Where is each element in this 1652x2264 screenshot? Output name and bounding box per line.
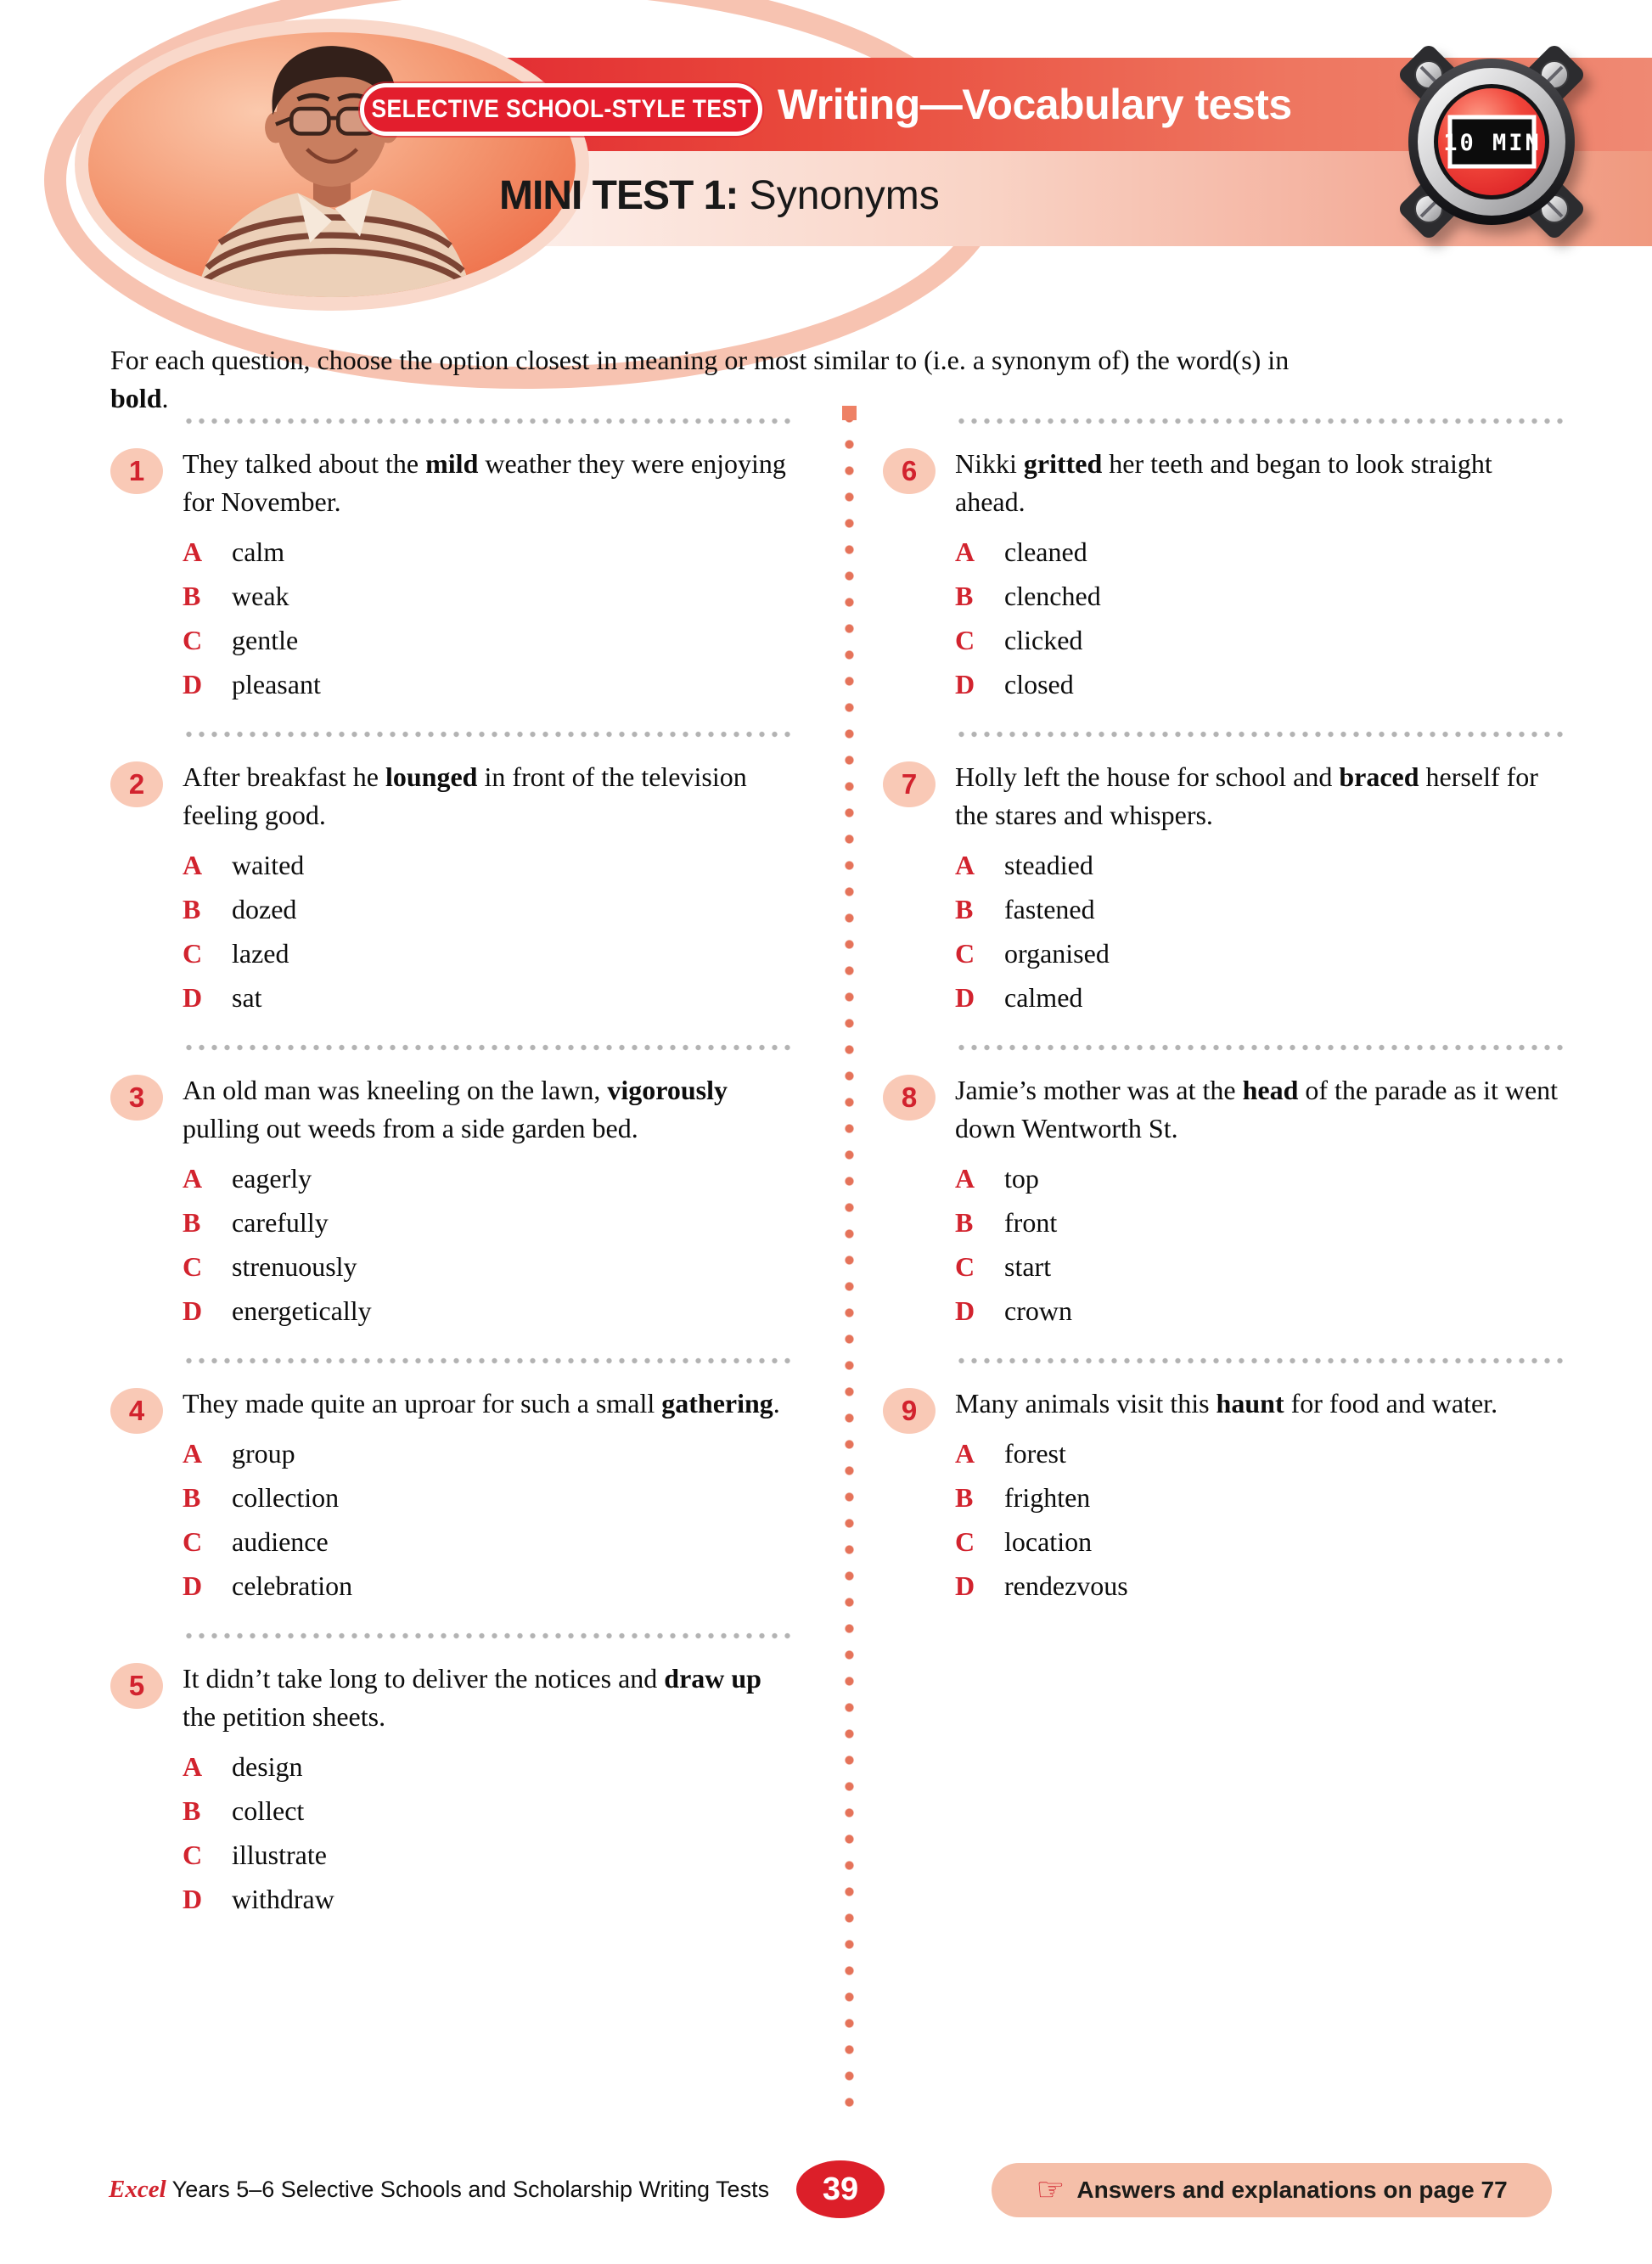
question-separator	[183, 1632, 795, 1639]
mini-test-label: MINI TEST 1:	[499, 173, 739, 218]
option-row	[955, 1156, 1567, 1200]
option-text: withdraw	[232, 1884, 334, 1914]
option-text: clicked	[1004, 625, 1083, 655]
option-letter: C	[955, 938, 975, 969]
option-text: dozed	[232, 894, 297, 924]
option-row	[955, 1431, 1567, 1475]
question-number: 7	[901, 768, 918, 800]
option-letter: A	[955, 537, 975, 567]
footer-brand: Excel	[109, 2176, 166, 2203]
option-row	[183, 1289, 795, 1333]
question-text: They made quite an uproar for such a small gathering.	[183, 1388, 780, 1419]
option-row	[955, 574, 1567, 618]
option-row	[183, 1789, 795, 1833]
option-text: closed	[1004, 669, 1074, 699]
option-row	[955, 1244, 1567, 1289]
option-text: pleasant	[232, 669, 321, 699]
option-row	[183, 1564, 795, 1608]
option-text: design	[232, 1751, 303, 1782]
option-row	[183, 843, 795, 887]
pointing-hand-icon: ☞	[1036, 2172, 1065, 2208]
option-row	[955, 843, 1567, 887]
question-separator	[955, 1044, 1567, 1051]
option-row	[955, 1289, 1567, 1333]
question-1	[110, 418, 795, 706]
column-divider	[842, 406, 857, 2114]
page-number-badge	[796, 2160, 885, 2218]
option-row	[183, 931, 795, 975]
option-letter: B	[955, 894, 974, 924]
question-text: They talked about the mild weather they were enjoying for November.	[183, 448, 786, 517]
option-text: strenuously	[232, 1251, 357, 1282]
question-separator	[183, 731, 795, 738]
option-letter: C	[183, 1526, 203, 1557]
question-text: Holly left the house for school and braced herself for the stares and whispers.	[955, 761, 1538, 830]
option-text: lazed	[232, 938, 289, 969]
option-row	[183, 1431, 795, 1475]
option-text: collect	[232, 1795, 305, 1826]
option-text: eagerly	[232, 1163, 312, 1194]
option-letter: D	[183, 669, 203, 699]
footer-series-title	[109, 2176, 769, 2204]
page-number: 39	[822, 2171, 859, 2207]
option-letter: C	[183, 1251, 203, 1282]
option-letter: B	[183, 581, 201, 611]
option-row	[183, 662, 795, 706]
option-row	[183, 530, 795, 574]
question-number: 8	[901, 1081, 918, 1113]
option-row	[955, 931, 1567, 975]
option-text: steadied	[1004, 850, 1093, 880]
answers-reference-text: Answers and explanations on page 77	[1076, 2177, 1508, 2203]
question-separator	[955, 418, 1567, 424]
option-letter: A	[955, 1438, 975, 1469]
option-letter: C	[955, 1251, 975, 1282]
option-letter: D	[955, 1295, 975, 1326]
option-letter: D	[955, 1570, 975, 1601]
question-number-badge	[110, 1388, 163, 1434]
option-row	[955, 1520, 1567, 1564]
option-letter: A	[183, 850, 203, 880]
option-text: frighten	[1004, 1482, 1091, 1513]
question-text: It didn’t take long to deliver the notices and draw up the petition sheets.	[183, 1663, 761, 1732]
option-row	[183, 1156, 795, 1200]
footer-series-text: Years 5–6 Selective Schools and Scholarship Writing Tests	[166, 2177, 770, 2202]
question-number: 2	[128, 768, 145, 800]
option-text: calmed	[1004, 982, 1083, 1013]
option-text: rendezvous	[1004, 1570, 1128, 1601]
questions-column-right	[883, 418, 1567, 1632]
option-text: forest	[1004, 1438, 1066, 1469]
question-number-badge	[883, 448, 936, 494]
page-title: Writing—Vocabulary tests	[778, 81, 1292, 128]
question-text: Jamie’s mother was at the head of the parade as it went down Wentworth St.	[955, 1075, 1559, 1143]
question-2	[110, 731, 795, 1020]
option-letter: B	[183, 1207, 201, 1238]
option-text: celebration	[232, 1570, 353, 1601]
option-letter: C	[183, 625, 203, 655]
option-letter: B	[183, 1795, 201, 1826]
question-5	[110, 1632, 795, 1921]
question-number: 4	[128, 1395, 145, 1426]
option-letter: C	[183, 1840, 203, 1870]
question-number-badge	[883, 1388, 936, 1434]
question-number: 1	[128, 455, 145, 486]
option-row	[955, 662, 1567, 706]
questions-area	[0, 406, 1652, 2163]
option-text: illustrate	[232, 1840, 327, 1870]
option-row	[183, 975, 795, 1020]
option-text: carefully	[232, 1207, 329, 1238]
question-number: 6	[901, 455, 918, 486]
student-photo-illustration	[88, 34, 576, 299]
option-text: waited	[232, 850, 305, 880]
option-row	[955, 618, 1567, 662]
timer-stopwatch-icon	[1379, 22, 1604, 267]
question-separator	[183, 418, 795, 424]
student-photo	[75, 19, 589, 311]
questions-column-left	[110, 418, 795, 1946]
option-letter: A	[955, 1163, 975, 1194]
question-number-badge	[110, 1075, 163, 1121]
selective-test-badge-label: SELECTIVE SCHOOL-STYLE TEST	[371, 95, 751, 123]
option-letter: C	[183, 938, 203, 969]
option-text: front	[1004, 1207, 1058, 1238]
answers-reference-pill	[992, 2163, 1552, 2217]
option-text: top	[1004, 1163, 1039, 1194]
question-separator	[955, 1357, 1567, 1364]
option-text: group	[232, 1438, 295, 1469]
question-text: Many animals visit this haunt for food and water.	[955, 1388, 1498, 1419]
option-row	[955, 975, 1567, 1020]
option-letter: C	[955, 625, 975, 655]
option-row	[183, 1200, 795, 1244]
option-text: cleaned	[1004, 537, 1087, 567]
mini-test-subtitle	[499, 172, 940, 219]
option-row	[955, 1200, 1567, 1244]
option-text: clenched	[1004, 581, 1101, 611]
question-number-badge	[883, 1075, 936, 1121]
option-letter: A	[183, 1751, 203, 1782]
option-text: organised	[1004, 938, 1110, 969]
option-letter: A	[183, 537, 203, 567]
question-number-badge	[110, 761, 163, 807]
option-text: crown	[1004, 1295, 1072, 1326]
question-number-badge	[883, 761, 936, 807]
option-letter: B	[955, 1482, 974, 1513]
question-number: 5	[128, 1670, 145, 1701]
option-letter: D	[183, 982, 203, 1013]
option-letter: A	[955, 850, 975, 880]
instructions: For each question, choose the option closest in meaning or most similar to (i.e. a synonym of) the word(s) in bold.	[110, 345, 1290, 413]
option-text: sat	[232, 982, 262, 1013]
option-row	[955, 1564, 1567, 1608]
option-row	[183, 1475, 795, 1520]
question-separator	[955, 731, 1567, 738]
option-letter: B	[955, 1207, 974, 1238]
option-row	[183, 618, 795, 662]
question-number-badge	[110, 448, 163, 494]
option-text: energetically	[232, 1295, 372, 1326]
option-text: fastened	[1004, 894, 1095, 924]
option-row	[183, 1520, 795, 1564]
option-text: collection	[232, 1482, 340, 1513]
option-letter: D	[955, 669, 975, 699]
option-text: audience	[232, 1526, 329, 1557]
question-text: An old man was kneeling on the lawn, vigorously pulling out weeds from a side garden bed.	[183, 1075, 728, 1143]
option-letter: B	[183, 1482, 201, 1513]
option-row	[183, 887, 795, 931]
option-letter: A	[183, 1163, 203, 1194]
option-row	[183, 1244, 795, 1289]
option-letter: A	[183, 1438, 203, 1469]
option-text: calm	[232, 537, 285, 567]
option-letter: B	[183, 894, 201, 924]
question-number: 3	[128, 1081, 145, 1113]
question-7	[883, 731, 1567, 1020]
option-row	[183, 1833, 795, 1877]
option-row	[955, 530, 1567, 574]
option-letter: D	[183, 1884, 203, 1914]
question-separator	[183, 1357, 795, 1364]
question-4	[110, 1357, 795, 1608]
option-row	[183, 1744, 795, 1789]
option-letter: C	[955, 1526, 975, 1557]
timer-lcd-value: 10 MIN	[1443, 130, 1542, 156]
mini-test-title: Synonyms	[738, 173, 940, 218]
option-row	[183, 574, 795, 618]
option-row	[183, 1877, 795, 1921]
question-9	[883, 1357, 1567, 1608]
option-text: weak	[232, 581, 289, 611]
option-letter: D	[183, 1570, 203, 1601]
question-6	[883, 418, 1567, 706]
question-8	[883, 1044, 1567, 1333]
question-text: After breakfast he lounged in front of the television feeling good.	[183, 761, 747, 830]
option-letter: D	[955, 982, 975, 1013]
option-text: gentle	[232, 625, 299, 655]
question-number: 9	[901, 1395, 918, 1426]
question-separator	[183, 1044, 795, 1051]
option-letter: B	[955, 581, 974, 611]
question-text: Nikki gritted her teeth and began to look straight ahead.	[955, 448, 1492, 517]
option-text: location	[1004, 1526, 1093, 1557]
question-3	[110, 1044, 795, 1333]
option-row	[955, 1475, 1567, 1520]
option-row	[955, 887, 1567, 931]
option-letter: D	[183, 1295, 203, 1326]
option-text: start	[1004, 1251, 1052, 1282]
selective-test-badge	[360, 83, 762, 136]
question-number-badge	[110, 1663, 163, 1709]
